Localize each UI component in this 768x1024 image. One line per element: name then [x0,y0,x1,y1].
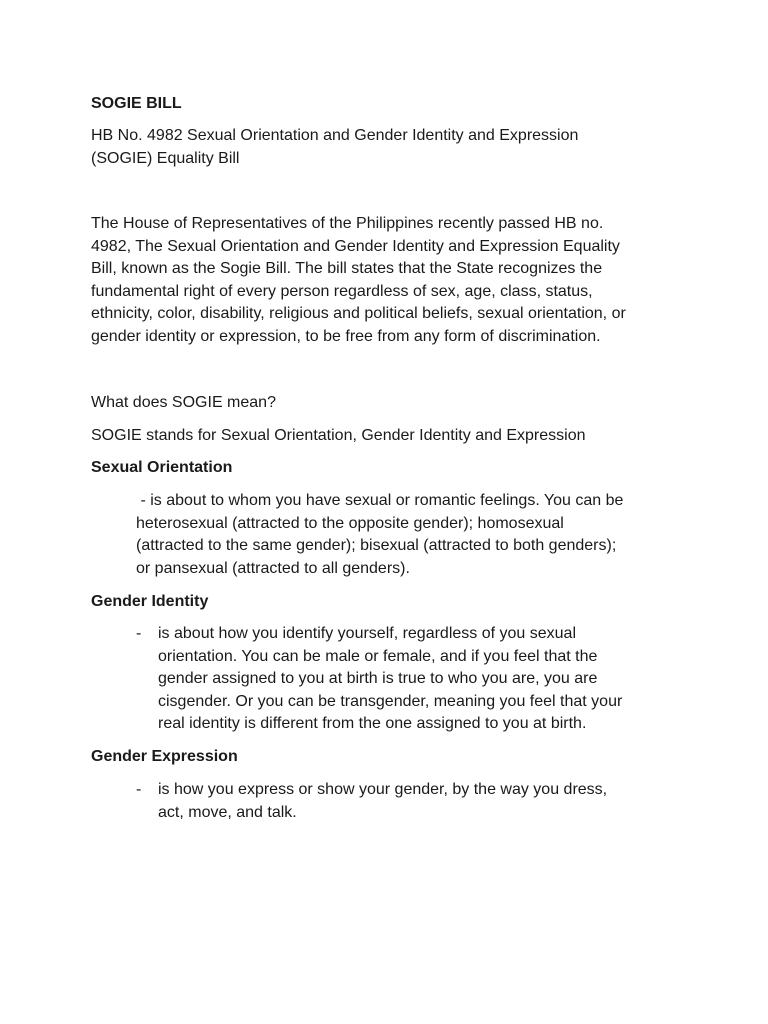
section-heading-gender-expression: Gender Expression [91,748,238,765]
section-body-gender-expression [158,779,607,824]
section-line: - is about to whom you have sexual or romantic feelings. You can be [136,492,624,509]
section-line: is about how you identify yourself, regardless of you sexual [158,625,577,642]
bullet-dash: - [136,781,142,798]
section-line: (attracted to the same gender); bisexual (attracted to both genders); [136,537,617,554]
section-line: is how you express or show your gender, by the way you dress, [158,781,608,798]
section-line: act, move, and talk. [158,803,297,821]
bullet-dash: - [136,625,142,642]
sogie-question: What does SOGIE mean? [91,394,276,411]
intro-line: ethnicity, color, disability, religious and political beliefs, sexual orientation, or [91,305,626,322]
section-line: or pansexual (attracted to all genders). [136,559,410,577]
intro-line: gender identity or expression, to be free from any form of discrimination. [91,327,601,345]
section-line: cisgender. Or you can be transgender, meaning you feel that your [158,692,623,710]
intro-line: fundamental right of every person regardless of sex, age, class, status, [91,282,593,300]
section-line: gender assigned to you at birth is true to who you are, you are [158,670,598,687]
subtitle-line: (SOGIE) Equality Bill [91,149,240,167]
section-heading-sexual-orientation: Sexual Orientation [91,459,233,476]
section-body-gender-identity [158,623,622,736]
document-subtitle [91,125,691,170]
subtitle-line: HB No. 4982 Sexual Orientation and Gender Identity and Expression [91,127,579,144]
document-title: SOGIE BILL [91,95,182,112]
intro-line: 4982, The Sexual Orientation and Gender Identity and Expression Equality [91,237,620,255]
intro-line: Bill, known as the Sogie Bill. The bill states that the State recognizes the [91,260,603,277]
section-heading-gender-identity: Gender Identity [91,593,209,610]
section-line: orientation. You can be male or female, and if you feel that the [158,647,598,665]
intro-paragraph [91,213,691,348]
sogie-answer: SOGIE stands for Sexual Orientation, Gender Identity and Expression [91,427,586,444]
section-line: real identity is different from the one assigned to you at birth. [158,715,587,732]
section-body-sexual-orientation [136,490,623,580]
intro-line: The House of Representatives of the Philippines recently passed HB no. [91,215,604,232]
section-line: heterosexual (attracted to the opposite gender); homosexual [136,514,564,532]
